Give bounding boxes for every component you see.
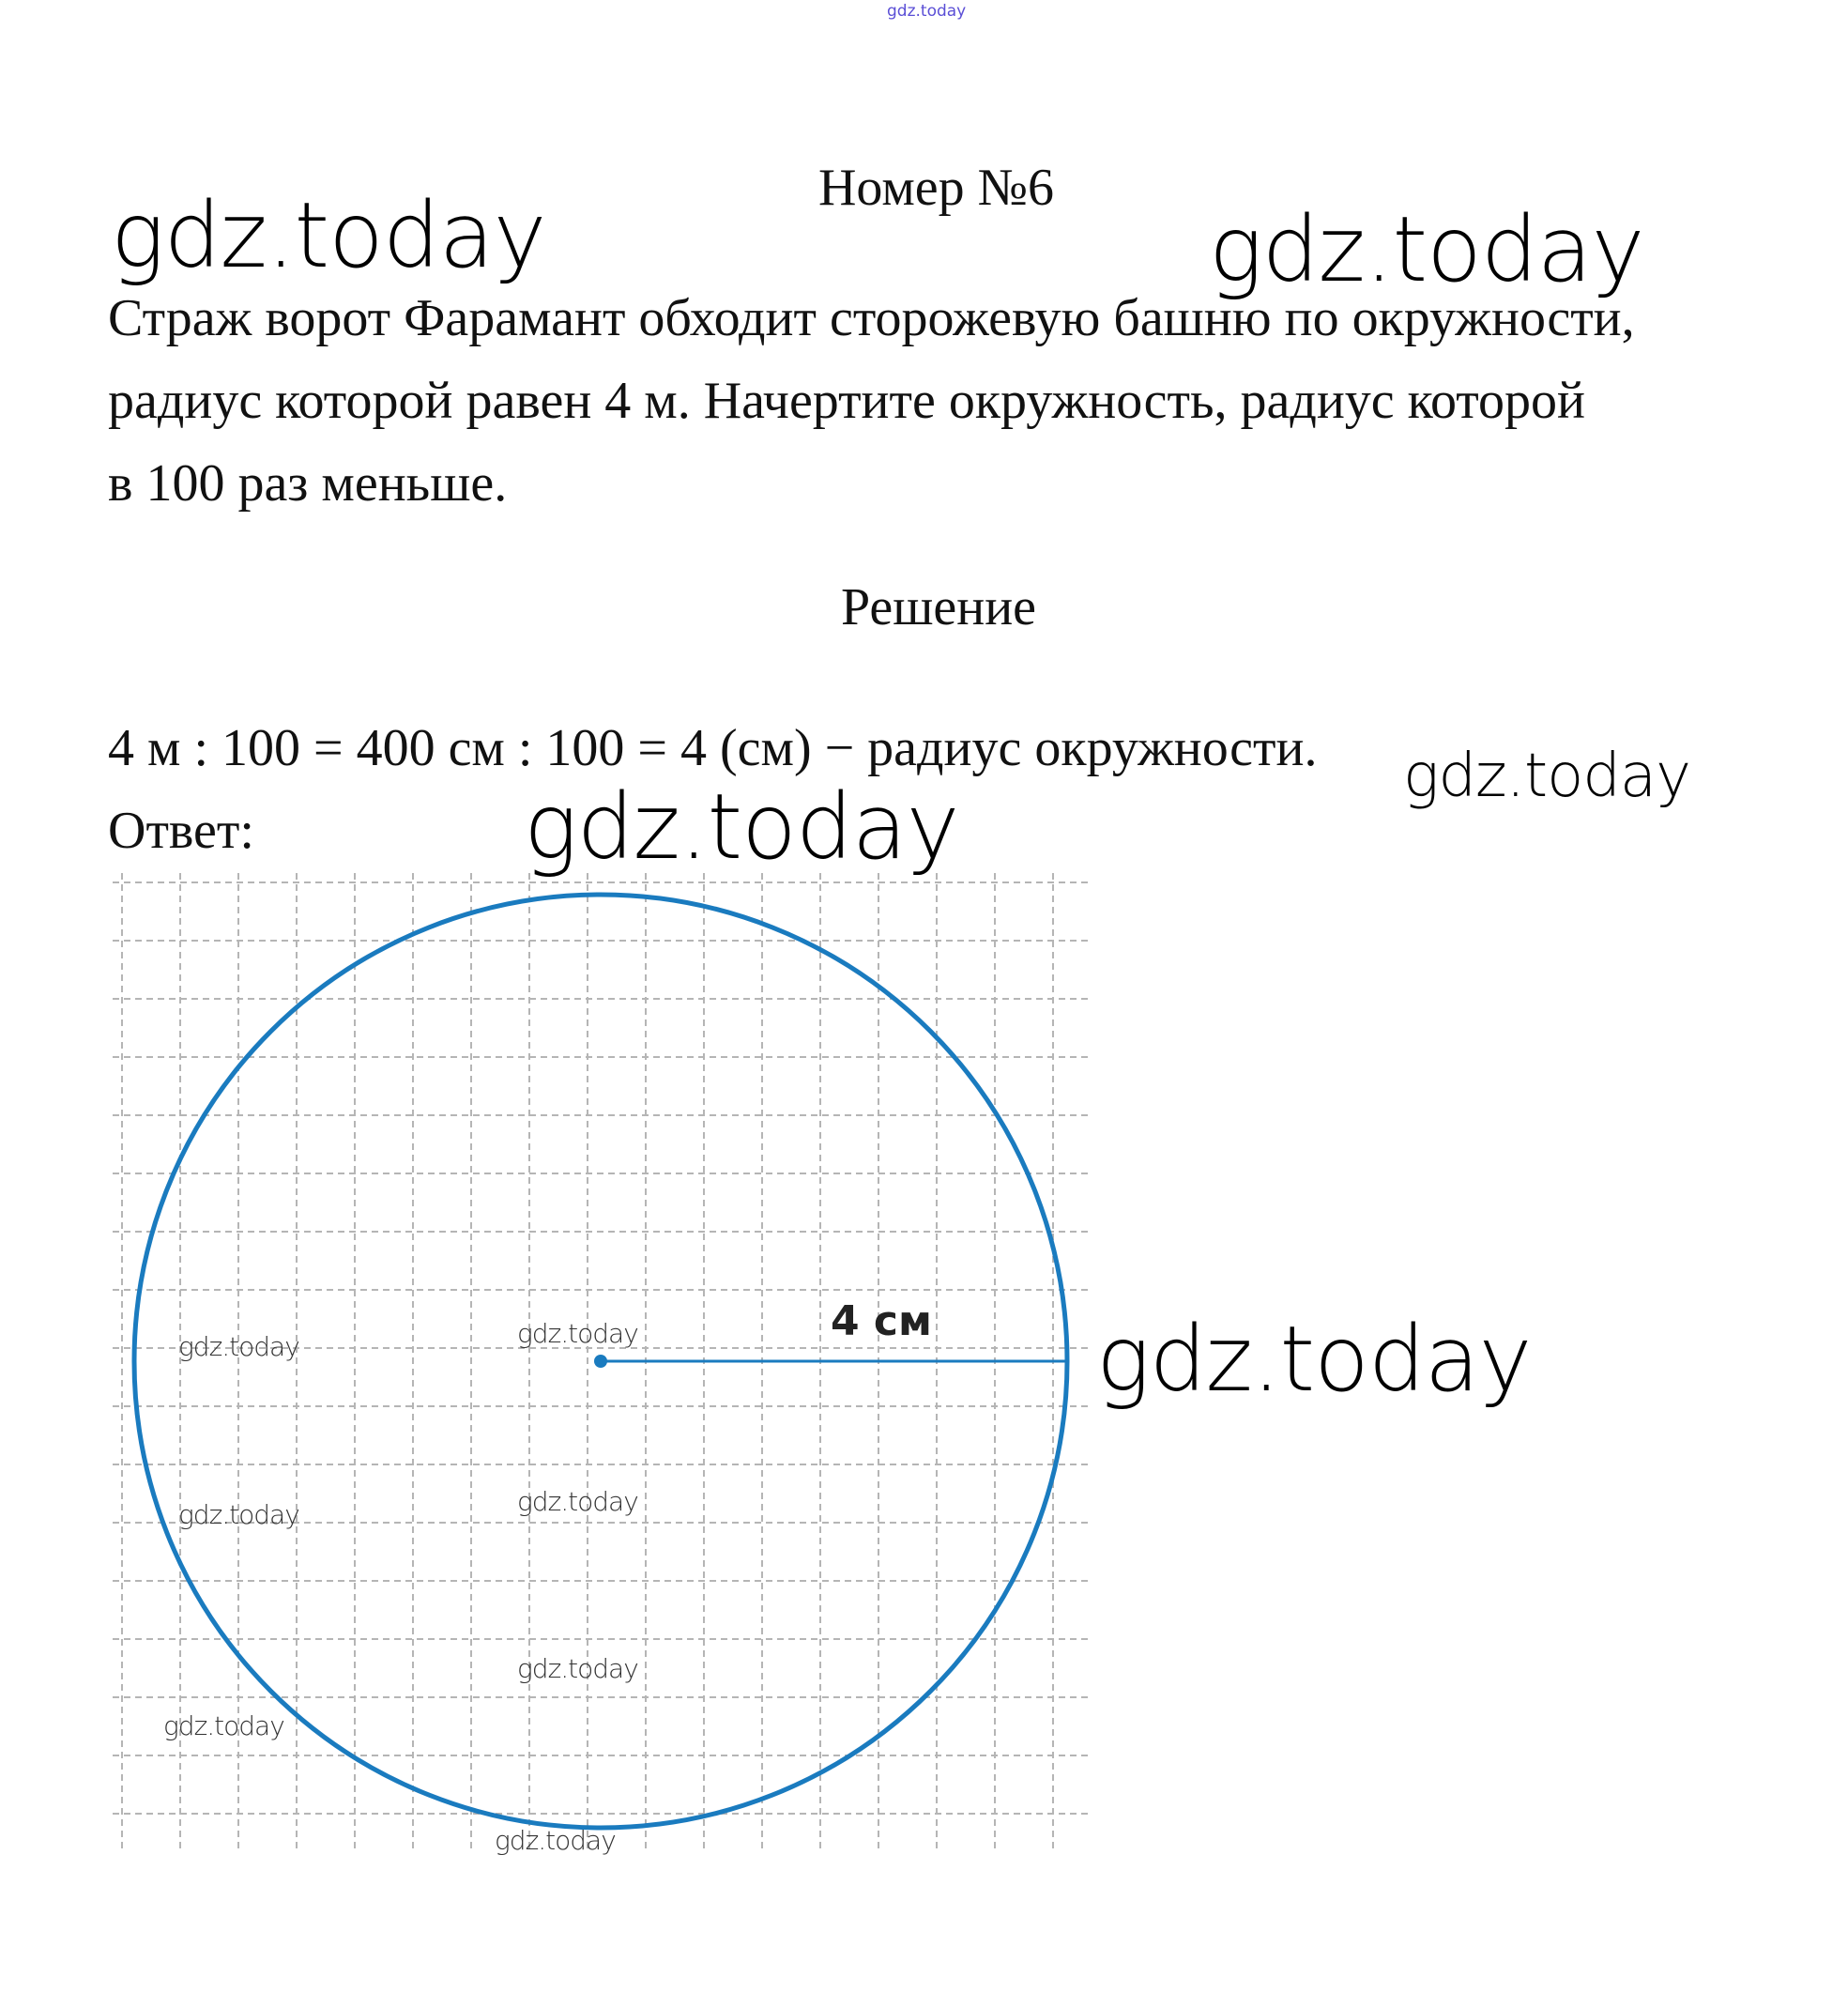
task-line: Страж ворот Фарамант обходит сторожевую башню по окружности,	[108, 289, 1635, 347]
watermark: gdz.today	[524, 774, 959, 880]
watermark: gdz.today	[178, 1499, 299, 1530]
solution-heading: Решение	[840, 578, 1037, 636]
calculation: 4 м : 100 = 400 см : 100 = 4 (см) − радиус окружности.	[108, 719, 1318, 777]
watermark: gdz.today	[1403, 742, 1690, 811]
watermark: gdz.today	[1096, 1307, 1532, 1412]
watermark: gdz.today	[178, 1331, 299, 1362]
watermark: gdz.today	[495, 1825, 616, 1856]
center-point	[594, 1355, 607, 1368]
radius-label: 4 см	[831, 1297, 932, 1345]
task-text	[108, 277, 1779, 525]
header-watermark: gdz.today	[887, 2, 967, 21]
watermark: gdz.today	[517, 1653, 638, 1684]
answer-label: Ответ:	[108, 802, 254, 860]
watermark: gdz.today	[111, 183, 546, 288]
page-title: Номер №6	[817, 159, 1055, 217]
watermark: gdz.today	[517, 1318, 638, 1349]
task-line: радиус которой равен 4 м. Начертите окружность, радиус которой	[108, 372, 1585, 430]
task-line: в 100 раз меньше.	[108, 454, 508, 513]
watermark: gdz.today	[163, 1710, 284, 1741]
watermark: gdz.today	[517, 1486, 638, 1517]
watermark: gdz.today	[1209, 197, 1644, 302]
